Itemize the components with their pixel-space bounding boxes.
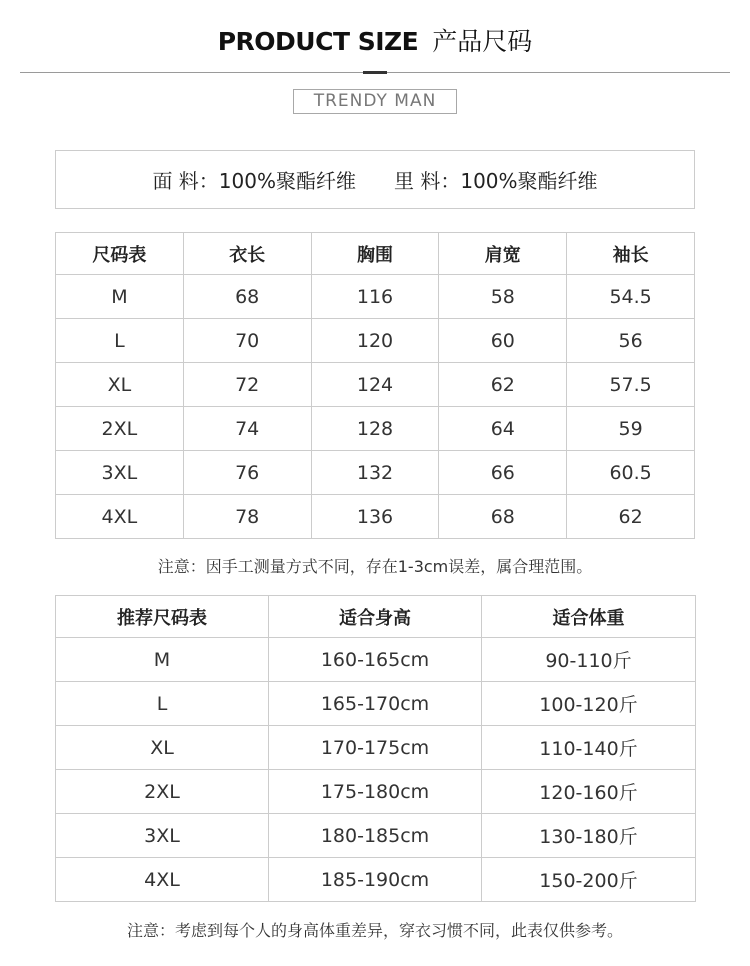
size-table-cell: 58 [439, 275, 567, 319]
size-table-cell: 59 [567, 407, 695, 451]
recommend-table-note: 注意：考虑到每个人的身高体重差异，穿衣习惯不同，此表仅供参考。 [126, 921, 623, 940]
recommend-table-cell: 120-160斤 [482, 770, 696, 814]
size-table-row [56, 319, 695, 363]
lining-material: 里 料：100%聚酯纤维 [394, 169, 598, 193]
size-table-cell: 74 [183, 407, 311, 451]
recommend-table-cell: XL [56, 726, 269, 770]
size-table-cell: 136 [311, 495, 439, 539]
size-table-cell: M [56, 275, 184, 319]
size-table-cell: 57.5 [567, 363, 695, 407]
size-table-cell: 54.5 [567, 275, 695, 319]
size-table-cell: 62 [567, 495, 695, 539]
recommend-table-cell: 4XL [56, 858, 269, 902]
size-table-row [56, 495, 695, 539]
size-table-cell: 120 [311, 319, 439, 363]
recommend-table-cell: 180-185cm [269, 814, 482, 858]
recommend-table-cell: 110-140斤 [482, 726, 696, 770]
recommend-table-row [56, 638, 696, 682]
size-table-cell: 132 [311, 451, 439, 495]
recommend-table-row [56, 858, 696, 902]
recommend-table-column-header: 推荐尺码表 [56, 596, 269, 638]
outer-material: 面 料：100%聚酯纤维 [152, 169, 356, 193]
size-table-cell: 60 [439, 319, 567, 363]
size-table-cell: 68 [439, 495, 567, 539]
recommend-table-cell: 165-170cm [269, 682, 482, 726]
size-table-cell: 3XL [56, 451, 184, 495]
size-table-row [56, 275, 695, 319]
size-table-cell: 62 [439, 363, 567, 407]
recommend-table [55, 595, 696, 902]
title-english: PRODUCT SIZE [217, 27, 419, 56]
recommend-table-column-header: 适合体重 [482, 596, 696, 638]
recommend-table-cell: 150-200斤 [482, 858, 696, 902]
size-table-row [56, 451, 695, 495]
brand-label: TRENDY MAN [293, 89, 457, 114]
recommend-table-row [56, 814, 696, 858]
size-table-cell: 68 [183, 275, 311, 319]
size-table-column-header: 尺码表 [56, 233, 184, 275]
size-table-cell: 128 [311, 407, 439, 451]
size-table-cell: 56 [567, 319, 695, 363]
size-table-cell: 70 [183, 319, 311, 363]
size-table-column-header: 袖长 [567, 233, 695, 275]
recommend-table-row [56, 726, 696, 770]
title-chinese: 产品尺码 [432, 27, 533, 56]
size-table-cell: L [56, 319, 184, 363]
size-table-column-header: 肩宽 [439, 233, 567, 275]
size-table-column-header: 衣长 [183, 233, 311, 275]
size-table-cell: 4XL [56, 495, 184, 539]
size-table-header-row [56, 233, 695, 275]
recommend-table-column-header: 适合身高 [269, 596, 482, 638]
size-table-row [56, 407, 695, 451]
recommend-table-cell: 90-110斤 [482, 638, 696, 682]
recommend-table-cell: M [56, 638, 269, 682]
recommend-table-cell: 175-180cm [269, 770, 482, 814]
size-table-cell: XL [56, 363, 184, 407]
recommend-table-cell: 3XL [56, 814, 269, 858]
recommend-table-cell: 160-165cm [269, 638, 482, 682]
size-table-cell: 72 [183, 363, 311, 407]
recommend-table-row [56, 682, 696, 726]
size-table [55, 232, 695, 539]
recommend-table-cell: 130-180斤 [482, 814, 696, 858]
title-accent-bar [363, 71, 387, 74]
size-table-cell: 2XL [56, 407, 184, 451]
size-table-column-header: 胸围 [311, 233, 439, 275]
size-table-cell: 78 [183, 495, 311, 539]
recommend-table-cell: 170-175cm [269, 726, 482, 770]
recommend-table-cell: L [56, 682, 269, 726]
material-info [55, 150, 695, 209]
size-table-note: 注意：因手工测量方式不同，存在1-3cm误差，属合理范围。 [157, 557, 593, 576]
recommend-table-header-row [56, 596, 696, 638]
size-table-cell: 116 [311, 275, 439, 319]
page-title [0, 24, 750, 60]
size-table-cell: 64 [439, 407, 567, 451]
size-table-cell: 76 [183, 451, 311, 495]
size-table-cell: 66 [439, 451, 567, 495]
recommend-table-cell: 2XL [56, 770, 269, 814]
recommend-table-cell: 100-120斤 [482, 682, 696, 726]
size-table-cell: 60.5 [567, 451, 695, 495]
recommend-table-cell: 185-190cm [269, 858, 482, 902]
recommend-table-row [56, 770, 696, 814]
size-table-cell: 124 [311, 363, 439, 407]
size-table-row [56, 363, 695, 407]
